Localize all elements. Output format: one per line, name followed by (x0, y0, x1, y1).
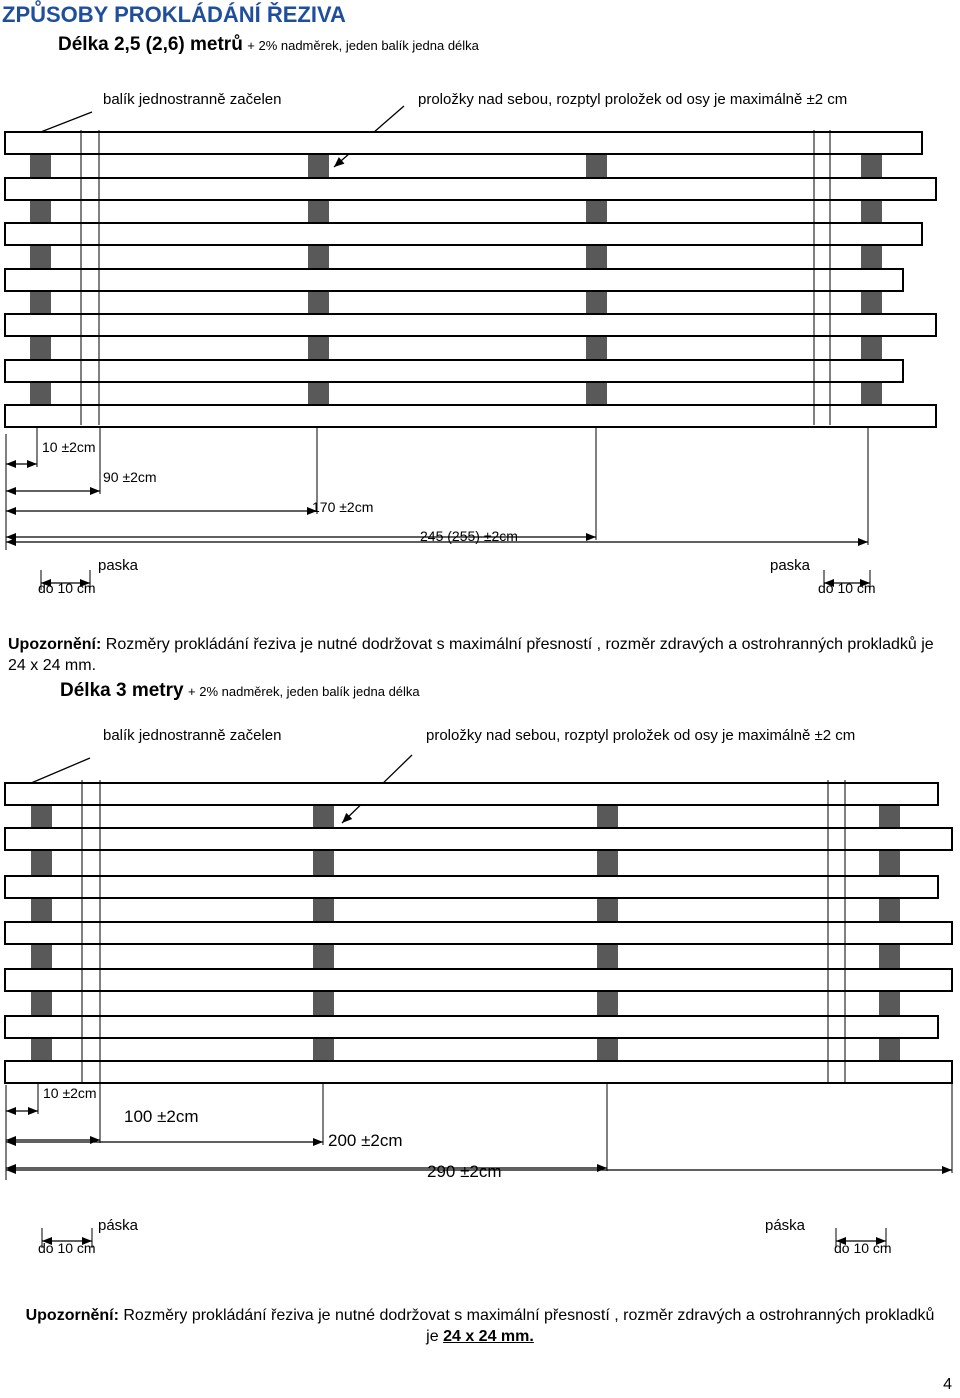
section-note: + 2% nadměrek, jeden balík jedna délka (188, 684, 420, 699)
spacer-block (308, 382, 329, 405)
lumber-board (5, 223, 922, 245)
warning-text: Rozměry prokládání řeziva je nutné dodržovat s maximální přesností , rozměr zdravých a ostrohranných prokladků je 24 x 24 mm. (8, 636, 934, 674)
spacer-block (31, 898, 52, 922)
dimension-arrowhead (597, 1164, 607, 1172)
dimension-arrowhead (586, 533, 596, 541)
callout-label-left: balík jednostranně začelen (103, 727, 282, 744)
lumber-stack-diagram-1 (0, 80, 960, 620)
stack-svg (0, 727, 960, 1290)
spacer-block (30, 154, 51, 178)
dimension-arrowhead (90, 1136, 100, 1144)
strap-label: paska (770, 557, 811, 574)
warning-label: Upozornění: (25, 1307, 119, 1324)
warning-label: Upozornění: (8, 636, 102, 653)
spacer-block (31, 1038, 52, 1061)
page-title: ZPŮSOBY PROKLÁDÁNÍ ŘEZIVA (2, 2, 346, 27)
dimension-label: 10 ±2cm (43, 1085, 97, 1101)
section-heading-1 (58, 34, 479, 56)
spacer-block (879, 805, 900, 828)
spacer-block (879, 944, 900, 969)
dimension-arrowhead (6, 487, 16, 495)
lumber-stack-diagram-2 (0, 727, 960, 1290)
lumber-board (5, 969, 952, 991)
strap-label: páska (765, 1217, 806, 1234)
spacer-block (30, 200, 51, 223)
dimension-label: 245 (255) ±2cm (420, 528, 518, 544)
spacer-block (308, 291, 329, 314)
spacer-block (308, 336, 329, 360)
lumber-board (5, 1016, 938, 1038)
spacer-block (879, 1038, 900, 1061)
dimension-arrowhead (6, 1107, 16, 1115)
callout-label-right: proložky nad sebou, rozptyl proložek od osy je maximálně ±2 cm (426, 727, 856, 744)
spacer-block (597, 898, 618, 922)
spacer-block (861, 200, 882, 223)
spacer-block (597, 850, 618, 876)
spacer-block (586, 382, 607, 405)
spacer-block (879, 850, 900, 876)
spacer-block (30, 382, 51, 405)
strap-label: páska (98, 1217, 139, 1234)
spacer-block (313, 805, 334, 828)
lumber-board (5, 360, 903, 382)
spacer-block (879, 991, 900, 1016)
strap-label: paska (98, 557, 139, 574)
page-number: 4 (943, 1376, 952, 1393)
strap-distance-label: do 10 cm (38, 1240, 96, 1256)
dimension-arrowhead (28, 1107, 38, 1115)
warning-emphasis: 24 x 24 mm. (443, 1328, 534, 1345)
strap-distance-label: do 10 cm (834, 1240, 892, 1256)
lumber-board (5, 269, 903, 291)
warning-2 (20, 1305, 940, 1347)
dimension-arrowhead (858, 538, 868, 546)
stack-svg (0, 80, 960, 620)
spacer-block (308, 245, 329, 269)
spacer-block (861, 382, 882, 405)
spacer-block (861, 245, 882, 269)
dimension-arrowhead (27, 460, 37, 468)
spacer-block (586, 336, 607, 360)
spacer-block (31, 944, 52, 969)
dimension-label: 90 ±2cm (103, 469, 157, 485)
spacer-block (597, 944, 618, 969)
spacer-block (31, 850, 52, 876)
spacer-block (586, 291, 607, 314)
spacer-block (597, 1038, 618, 1061)
dimension-arrowhead (6, 507, 16, 515)
spacer-block (586, 154, 607, 178)
spacer-block (861, 291, 882, 314)
spacer-block (597, 805, 618, 828)
dimension-label: 170 ±2cm (312, 499, 374, 515)
dimension-arrowhead (6, 460, 16, 468)
spacer-block (31, 805, 52, 828)
callout-label-left: balík jednostranně začelen (103, 91, 282, 108)
lumber-board (5, 314, 936, 336)
spacer-block (313, 850, 334, 876)
dimension-arrowhead (90, 487, 100, 495)
spacer-block (30, 245, 51, 269)
lumber-board (5, 922, 952, 944)
spacer-block (313, 944, 334, 969)
spacer-block (861, 154, 882, 178)
lumber-board (5, 178, 936, 200)
spacer-block (586, 200, 607, 223)
dimension-arrowhead (942, 1166, 952, 1174)
spacer-block (313, 1038, 334, 1061)
dimension-label: 10 ±2cm (42, 439, 96, 455)
spacer-block (31, 991, 52, 1016)
spacer-block (597, 991, 618, 1016)
lumber-board (5, 132, 922, 154)
dimension-arrowhead (313, 1138, 323, 1146)
warning-1 (8, 634, 938, 676)
spacer-block (313, 898, 334, 922)
lumber-board (5, 1061, 952, 1083)
section-title: Délka 3 metry (60, 680, 184, 701)
section-heading-2 (60, 680, 420, 702)
strap-distance-label: do 10 cm (818, 580, 876, 596)
spacer-block (30, 336, 51, 360)
lumber-board (5, 783, 938, 805)
lumber-board (5, 828, 952, 850)
dimension-label: 200 ±2cm (328, 1131, 403, 1150)
dimension-label: 290 ±2cm (427, 1162, 502, 1181)
strap-distance-label: do 10 cm (38, 580, 96, 596)
spacer-block (30, 291, 51, 314)
callout-label-right: proložky nad sebou, rozptyl proložek od osy je maximálně ±2 cm (418, 91, 848, 108)
spacer-block (861, 336, 882, 360)
lumber-board (5, 876, 938, 898)
section-note: + 2% nadměrek, jeden balík jedna délka (247, 38, 479, 53)
lumber-board (5, 405, 936, 427)
dimension-label: 100 ±2cm (124, 1107, 199, 1126)
dimension-arrowhead (6, 538, 16, 546)
spacer-block (586, 245, 607, 269)
spacer-block (308, 154, 329, 178)
section-title: Délka 2,5 (2,6) metrů (58, 34, 243, 55)
spacer-block (879, 898, 900, 922)
warning-text: Rozměry prokládání řeziva je nutné dodržovat s maximální přesností , rozměr zdravých a ostrohranných prokladků je (118, 1307, 935, 1345)
spacer-block (308, 200, 329, 223)
spacer-block (313, 991, 334, 1016)
